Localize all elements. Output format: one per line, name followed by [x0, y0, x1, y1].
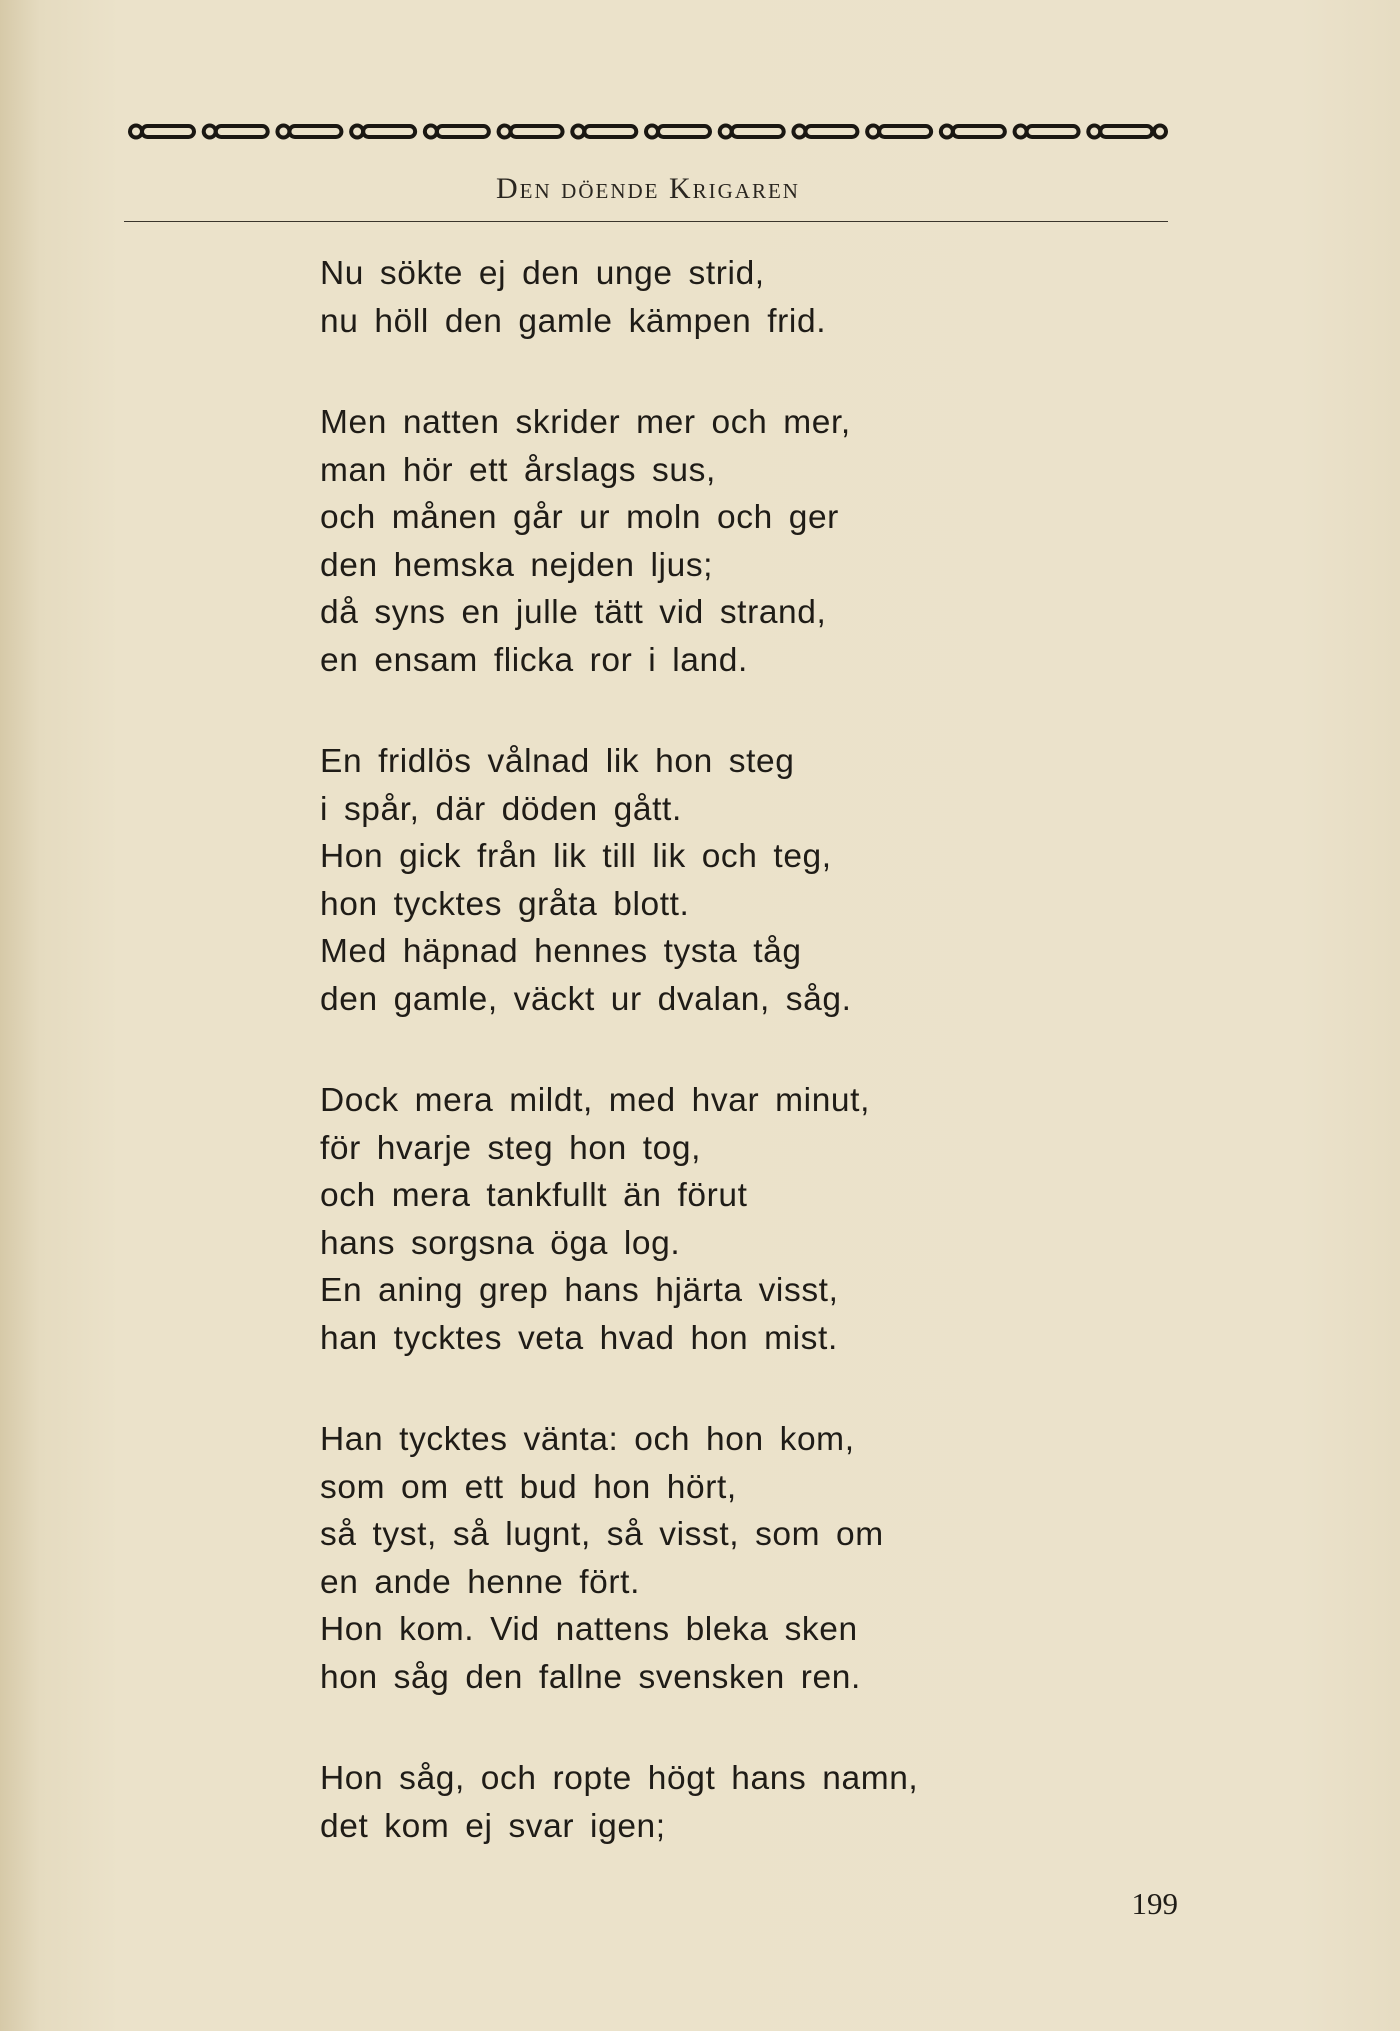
poem-line: och månen går ur moln och ger	[320, 499, 839, 536]
poem-line: i spår, där döden gått.	[320, 790, 682, 828]
poem-line: en ande henne fört.	[320, 1563, 640, 1601]
stanza	[320, 399, 1040, 684]
poem-body	[320, 250, 1040, 1850]
poem-line: hon såg den fallne svensken ren.	[320, 1658, 861, 1696]
stanza-gap	[320, 1023, 1040, 1077]
chain-ornament	[128, 122, 1168, 142]
poem-line: och mera tankfullt än förut	[320, 1177, 748, 1214]
running-head: Den döende Krigaren	[496, 172, 800, 205]
stanza	[320, 738, 1040, 1023]
poem-line: han tycktes veta hvad hon mist.	[320, 1319, 838, 1357]
poem-line: som om ett bud hon hört,	[320, 1468, 737, 1506]
stanza-gap	[320, 1362, 1040, 1416]
poem-line: den gamle, väckt ur dvalan, såg.	[320, 980, 852, 1018]
poem-line: Men natten skrider mer och mer,	[320, 404, 851, 441]
poem-line: den hemska nejden ljus;	[320, 546, 714, 584]
poem-line: då syns en julle tätt vid strand,	[320, 594, 827, 631]
stanza-gap	[320, 684, 1040, 738]
poem-line: för hvarje steg hon tog,	[320, 1129, 702, 1167]
stanza	[320, 1755, 1040, 1850]
poem-line: det kom ej svar igen;	[320, 1807, 666, 1845]
poem-line: hon tycktes gråta blott.	[320, 885, 690, 923]
poem-line: Hon kom. Vid nattens bleka sken	[320, 1611, 858, 1648]
poem-line: Med häpnad hennes tysta tåg	[320, 933, 802, 970]
poem-line: En aning grep hans hjärta visst,	[320, 1272, 839, 1309]
stanza	[320, 250, 1040, 345]
header-rule	[124, 221, 1168, 222]
poem-line: så tyst, så lugnt, så visst, som om	[320, 1516, 884, 1553]
stanza-gap	[320, 1701, 1040, 1755]
poem-line: Hon gick från lik till lik och teg,	[320, 838, 832, 875]
poem-line: Han tycktes vänta: och hon kom,	[320, 1421, 855, 1458]
poem-line: hans sorgsna öga log.	[320, 1224, 681, 1262]
poem-line: En fridlös vålnad lik hon steg	[320, 743, 795, 780]
poem-line: Hon såg, och ropte högt hans namn,	[320, 1760, 919, 1797]
stanza	[320, 1416, 1040, 1701]
stanza-gap	[320, 345, 1040, 399]
poem-line: en ensam flicka ror i land.	[320, 641, 748, 679]
poem-line: Dock mera mildt, med hvar minut,	[320, 1082, 870, 1119]
poem-line: Nu sökte ej den unge strid,	[320, 255, 765, 292]
poem-line: nu höll den gamle kämpen frid.	[320, 302, 827, 340]
poem-line: man hör ett årslags sus,	[320, 451, 716, 489]
stanza	[320, 1077, 1040, 1362]
page-number: 199	[1131, 1886, 1178, 1921]
